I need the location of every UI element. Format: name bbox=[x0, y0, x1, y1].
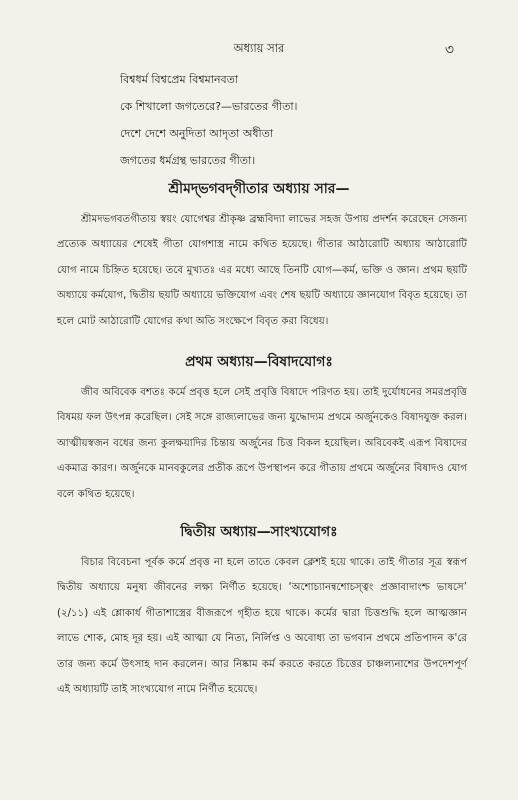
poem-verse bbox=[120, 66, 297, 174]
paragraph-summary: শ্রীমদভগবতগীতায় স্বয়ং যোগেশ্বর শ্রীকৃষ্ণ ব্রহ্মবিদ্যা লাভের সহজ উপায় প্রদর্শন করেছেন সেজন্য প্রত্যেক অধ্যায়ের শেষেই গীতা যোগশাস্ত্র নামে কথিত হয়েছে। গীতার আঠারোটি অধ্যায় আঠারোটি যোগ নামে চিহ্নিত হয়েছে। তবে মুখ্যতঃ এর মধ্যে আছে তিনটি যোগ—কর্ম, ভক্তি ও জ্ঞান। প্রথম ছয়টি অধ্যায়ে কর্মযোগ, দ্বিতীয় ছয়টি অধ্যায়ে ভক্তিযোগ এবং শেষ ছয়টি অধ্যায়ে জ্ঞানযোগ বিবৃত হয়েছে। তা হলে মোট আঠারোটি যোগের কথা অতি সংক্ষেপে বিবৃত করা বিধেয়। bbox=[57, 214, 467, 327]
page-header bbox=[0, 38, 518, 58]
section-heading-summary: শ্রীমদ্‌ভগবদ্‌গীতার অধ্যায় সার— bbox=[168, 181, 350, 197]
poem-line: কে শিখালো জগতেরে?—ভারতের গীতা। bbox=[120, 100, 298, 113]
section-heading-chapter-1: প্রথম অধ্যায়—বিষাদযোগঃ bbox=[185, 354, 333, 370]
section-heading-chapter-2: দ্বিতীয় অধ্যায়—সাংখ্যযোগঃ bbox=[180, 524, 338, 540]
paragraph-chapter-1: জীব অবিবেক বশতঃ কর্মে প্রবৃত্ত হলে সেই প্রবৃত্তি বিষাদে পরিণত হয়। তাই দুর্যোধনের সমরপ্রবৃত্তি বিষময় ফল উৎপন্ন করেছিল। সেই সঙ্গে রাজ্যলাভের জন্য যুদ্ধোদ্যম প্রথমে অর্জুনকেও বিষাদযুক্ত করল। আত্মীয়স্বজন বধের জন্য কুলক্ষয়াদির চিন্তায় অর্জুনের চিত্ত বিকল হয়েছিল। অবিবেকই এরূপ বিষাদের একমাত্র কারণ। অর্জুনকে মানবকুলের প্রতীক রূপে উপস্থাপন করে গীতায় প্রথমে অর্জুনের বিষাদও যোগ বলে কথিত হয়েছে। bbox=[57, 387, 467, 500]
poem-line: দেশে দেশে অনুদিতা আদৃতা অধীতা bbox=[120, 127, 274, 140]
paragraph-chapter-2: বিচার বিবেচনা পূর্বক কর্মে প্রবৃত্ত না হলে তাতে কেবল ক্লেশই হয়ে থাকে। তাই গীতার সূত্র স্বরূপ দ্বিতীয় অধ্যায়ে মনুষ্য জীবনের লক্ষ্য নির্ণীত হয়েছে। ‘অশোচ্যানন্বশোচস্ত্বং প্রজ্ঞাবাদাংশ্চ ভাষসে’ (২/১১) এই শ্লোকার্ধ গীতাশাস্ত্রের বীজরূপে গৃহীত হয়ে থাকে। কর্মের দ্বারা চিত্তশুদ্ধি হলে আত্মজ্ঞান লাভে শোক, মোহ দূর হয়। এই আত্মা যে নিত্য, নির্লিপ্ত ও অবোধ্য তা ভগবান প্রথমে প্রতিপাদন ক'রে তার জন্য কর্মে উৎসাহ দান করলেন। আর নিষ্কাম কর্ম করতে করতে চিত্তের চাঞ্চল্যনাশের উপদেশপূর্ণ এই অধ্যায়টি তাই সাংখ্যযোগ নামে নির্ণীত হয়েছে। bbox=[57, 557, 467, 696]
page-number: ৩ bbox=[444, 42, 454, 58]
poem-line: জগতের ধর্মগ্রন্থ ভারতের গীতা। bbox=[120, 154, 256, 167]
running-head: অধ্যায় সার bbox=[233, 41, 285, 55]
poem-line: বিশ্বধর্ম বিশ্বপ্রেম বিশ্বমানবতা bbox=[120, 73, 239, 86]
